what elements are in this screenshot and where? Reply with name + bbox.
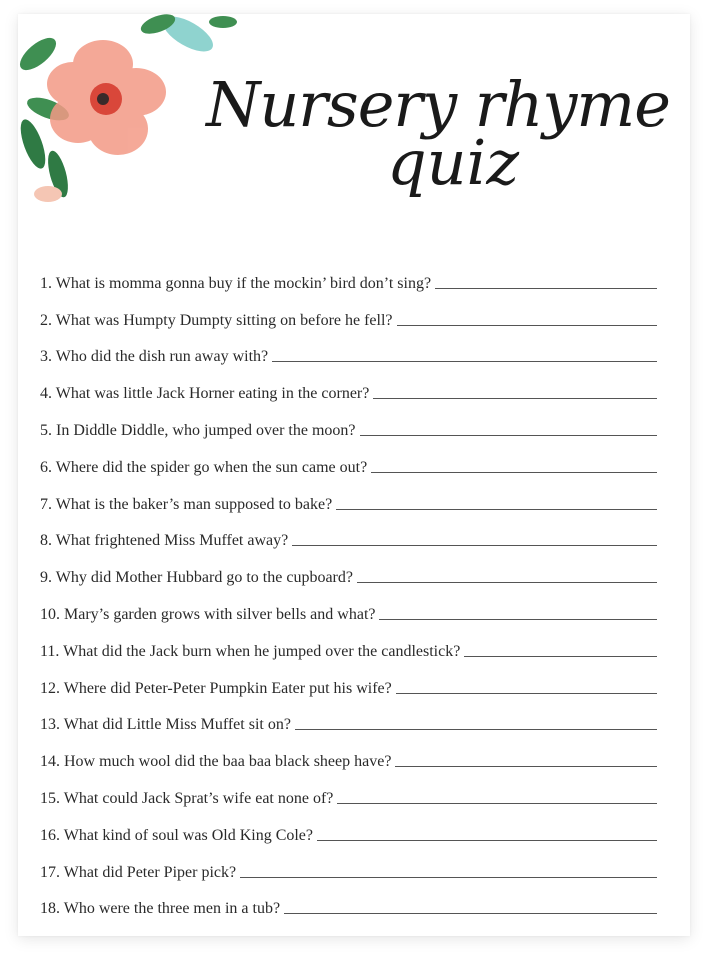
question-text: 6. Where did the spider go when the sun came out? <box>40 458 368 476</box>
answer-line[interactable] <box>317 840 657 841</box>
question-row <box>40 550 657 587</box>
question-text: 7. What is the baker’s man supposed to bake? <box>40 495 333 513</box>
answer-line[interactable] <box>379 619 657 620</box>
answer-line[interactable] <box>357 582 657 583</box>
question-row <box>40 330 657 367</box>
answer-line[interactable] <box>292 545 657 546</box>
answer-line[interactable] <box>371 472 657 473</box>
answer-line[interactable] <box>272 361 657 362</box>
question-text: 3. Who did the dish run away with? <box>40 348 269 366</box>
question-row <box>40 293 657 330</box>
question-text: 11. What did the Jack burn when he jumped over the candlestick? <box>40 642 461 660</box>
question-text: 1. What is momma gonna buy if the mockin’ bird don’t sing? <box>40 274 432 292</box>
question-row <box>40 845 657 882</box>
question-text: 4. What was little Jack Horner eating in the corner? <box>40 385 370 403</box>
question-text: 13. What did Little Miss Muffet sit on? <box>40 716 291 734</box>
answer-line[interactable] <box>295 729 657 730</box>
question-row <box>40 771 657 808</box>
title-line-2: quiz <box>386 126 520 199</box>
answer-line[interactable] <box>395 766 657 767</box>
answer-line[interactable] <box>240 877 657 878</box>
question-text: 18. Who were the three men in a tub? <box>40 900 281 918</box>
question-row <box>40 256 657 293</box>
page-title <box>198 68 678 199</box>
question-row <box>40 734 657 771</box>
answer-line[interactable] <box>373 398 657 399</box>
question-row <box>40 661 657 698</box>
question-text: 9. Why did Mother Hubbard go to the cupboard? <box>40 569 353 587</box>
question-text: 16. What kind of soul was Old King Cole? <box>40 826 314 844</box>
question-text: 2. What was Humpty Dumpty sitting on before he fell? <box>40 311 393 329</box>
question-row <box>40 440 657 477</box>
answer-line[interactable] <box>397 325 657 326</box>
answer-line[interactable] <box>396 693 657 694</box>
question-row <box>40 477 657 514</box>
quiz-sheet <box>18 14 690 936</box>
answer-line[interactable] <box>360 435 658 436</box>
question-row <box>40 624 657 661</box>
question-row <box>40 587 657 624</box>
answer-line[interactable] <box>435 288 657 289</box>
question-text: 5. In Diddle Diddle, who jumped over the moon? <box>40 421 356 439</box>
question-text: 15. What could Jack Sprat’s wife eat none of? <box>40 789 334 807</box>
answer-line[interactable] <box>464 656 657 657</box>
answer-line[interactable] <box>284 913 657 914</box>
question-list <box>40 256 657 918</box>
answer-line[interactable] <box>337 803 657 804</box>
question-row <box>40 698 657 735</box>
question-row <box>40 366 657 403</box>
question-text: 10. Mary’s garden grows with silver bells and what? <box>40 605 376 623</box>
question-text: 12. Where did Peter-Peter Pumpkin Eater put his wife? <box>40 679 392 697</box>
question-text: 8. What frightened Miss Muffet away? <box>40 532 289 550</box>
question-text: 14. How much wool did the baa baa black sheep have? <box>40 753 392 771</box>
question-row <box>40 882 657 919</box>
question-row <box>40 808 657 845</box>
question-row <box>40 514 657 551</box>
question-text: 17. What did Peter Piper pick? <box>40 863 237 881</box>
title-line-1: Nursery rhyme <box>206 68 670 141</box>
answer-line[interactable] <box>336 509 657 510</box>
question-row <box>40 403 657 440</box>
